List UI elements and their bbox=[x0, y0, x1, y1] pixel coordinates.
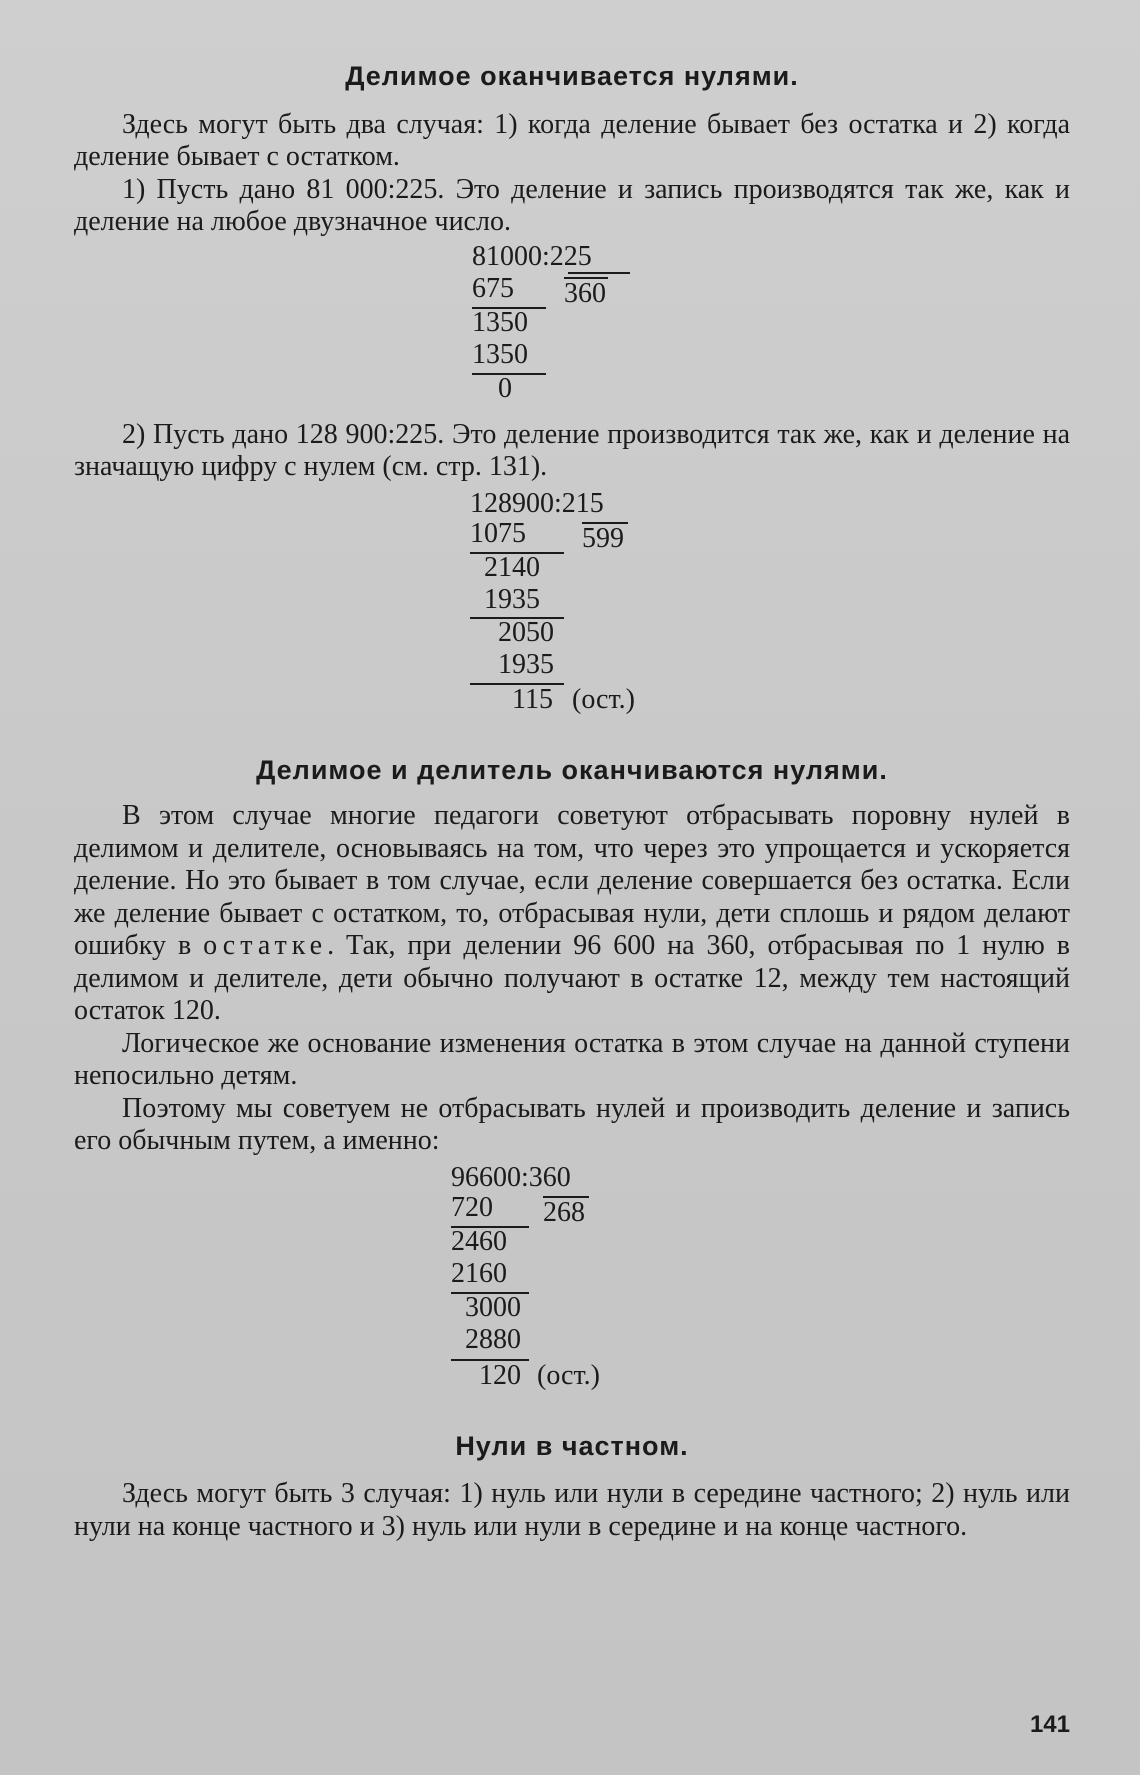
remainder: 120 bbox=[479, 1359, 521, 1391]
long-division-example-3 bbox=[451, 1162, 641, 1402]
quotient: 268 bbox=[543, 1196, 585, 1228]
paragraph: Логическое же основание изменения остатка в этом случае на данной ступени непосильно детям. bbox=[74, 1027, 1070, 1091]
product-3: 1935 bbox=[498, 648, 554, 680]
paragraph: Здесь могут быть 3 случая: 1) нуль или нули в середине частного; 2) нуль или нули на конце частного и 3) нуль или нули в середине и на конце частного. bbox=[74, 1478, 1070, 1542]
paragraph bbox=[74, 800, 1070, 1028]
remainder-label: (ост.) bbox=[537, 1359, 600, 1391]
dividend-divisor: 128900:215 bbox=[470, 487, 604, 519]
difference-1: 2140 bbox=[484, 551, 540, 583]
long-division-example-1 bbox=[472, 241, 632, 411]
dividend-divisor: 96600:360 bbox=[451, 1161, 571, 1193]
paragraph-text: В этом случае многие педагоги советуют отбрасывать поровну нулей в делимом и делителе, основываясь на том, что через это упрощается и ускоряется деление. Но это бывает в том случае, если деление совершается без остатка. Если же деление бывает с остатком, то, отбрасывая нули, дети сплошь и рядом делают ошибку в bbox=[74, 800, 1070, 961]
divisor-overline bbox=[568, 272, 630, 274]
page-number: 141 bbox=[1029, 1711, 1070, 1738]
paragraph: 1) Пусть дано 81 000:225. Это деление и запись производятся так же, как и деление на любое двузначное число. bbox=[74, 173, 1070, 237]
long-division-example-2 bbox=[470, 488, 670, 724]
product-3: 2880 bbox=[465, 1323, 521, 1355]
remainder-label: (ост.) bbox=[572, 683, 635, 715]
difference-1: 1350 bbox=[472, 306, 528, 338]
product-1: 720 bbox=[451, 1191, 493, 1223]
heading-dividend-divisor-end-zeros: Делимое и делитель оканчиваются нулями. bbox=[256, 754, 888, 785]
product-2: 2160 bbox=[451, 1257, 507, 1289]
paragraph: Здесь могут быть два случая: 1) когда деление бывает без остатка и 2) когда деление бывает с остатком. bbox=[74, 108, 1070, 172]
quotient: 360 bbox=[564, 277, 606, 309]
dividend-divisor: 81000:225 bbox=[472, 240, 592, 272]
emphasized-word: остатке bbox=[203, 930, 328, 961]
difference-2: 2050 bbox=[498, 616, 554, 648]
quotient: 599 bbox=[582, 522, 624, 554]
product-2: 1350 bbox=[472, 338, 528, 370]
difference-1: 2460 bbox=[451, 1225, 507, 1257]
page-content bbox=[74, 60, 1070, 1543]
paragraph: 2) Пусть дано 128 900:225. Это деление производится так же, как и деление на значащую цифру с нулем (см. стр. 131). bbox=[74, 418, 1070, 482]
paragraph-text: . Так, при делении 96 600 на 360, отбрасывая по 1 нулю в делимом и делителе, дети обычно получают в остатке 12, между тем настоящий остаток 120. bbox=[74, 930, 1071, 1026]
product-1: 1075 bbox=[470, 517, 526, 549]
difference-2: 3000 bbox=[465, 1291, 521, 1323]
remainder: 115 bbox=[512, 683, 553, 715]
heading-dividend-ends-zeros: Делимое оканчивается нулями. bbox=[345, 61, 799, 91]
result: 0 bbox=[498, 372, 512, 404]
product-1: 675 bbox=[472, 272, 514, 304]
product-2: 1935 bbox=[484, 583, 540, 615]
paragraph: Поэтому мы советуем не отбрасывать нулей и производить деление и запись его обычным путем, а именно: bbox=[74, 1092, 1070, 1156]
heading-zeros-in-quotient: Нули в частном. bbox=[455, 1430, 689, 1461]
